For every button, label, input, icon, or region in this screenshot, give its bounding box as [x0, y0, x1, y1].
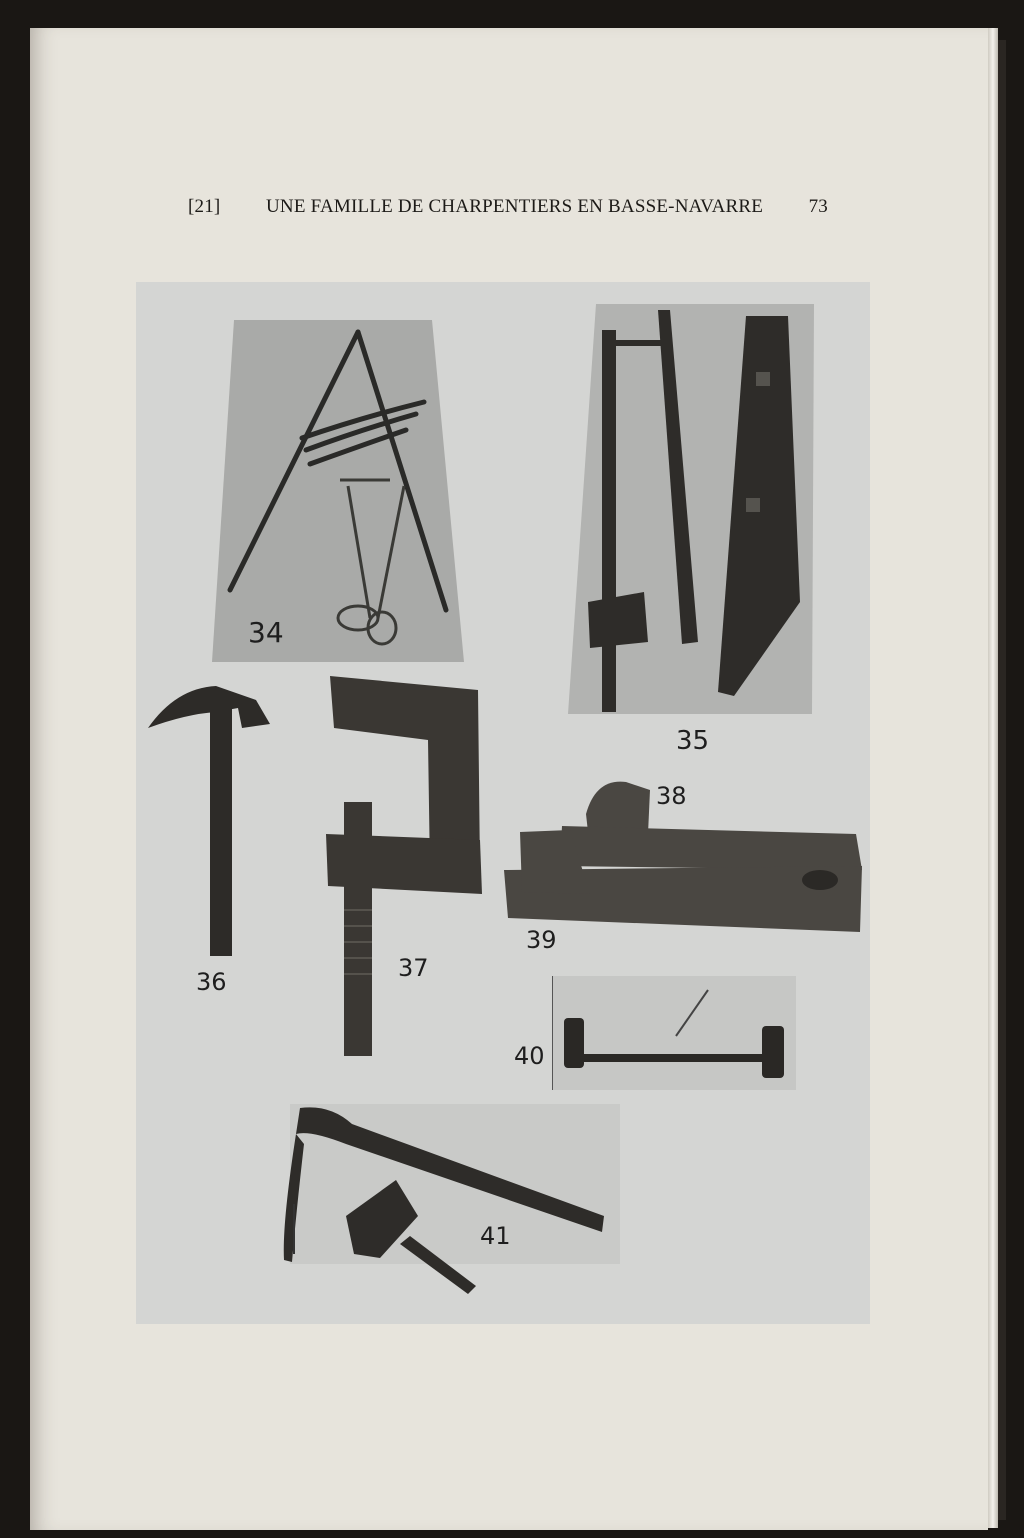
figure-40-photo	[552, 976, 796, 1090]
figure-35-photo	[566, 302, 816, 716]
book-spine-shadow	[998, 40, 1006, 1520]
figure-34-photo	[210, 318, 466, 664]
figure-37-photo	[320, 670, 486, 1058]
chapter-title: UNE FAMILLE DE CHARPENTIERS EN BASSE-NAVARRE	[266, 196, 764, 217]
running-head	[188, 196, 828, 218]
figure-label-36: 36	[196, 968, 227, 996]
figure-label-38: 38	[656, 782, 687, 810]
figure-label-37: 37	[398, 954, 429, 982]
figure-41-photo	[270, 1104, 620, 1294]
figure-label-34: 34	[248, 616, 284, 649]
page-number: 73	[808, 196, 828, 217]
section-number: [21]	[188, 196, 221, 217]
figure-label-39: 39	[526, 926, 557, 954]
page-edge	[988, 28, 998, 1528]
figure-label-40: 40	[514, 1042, 545, 1070]
figure-36-photo	[146, 684, 272, 960]
figure-label-41: 41	[480, 1222, 511, 1250]
figure-label-35: 35	[676, 726, 710, 756]
